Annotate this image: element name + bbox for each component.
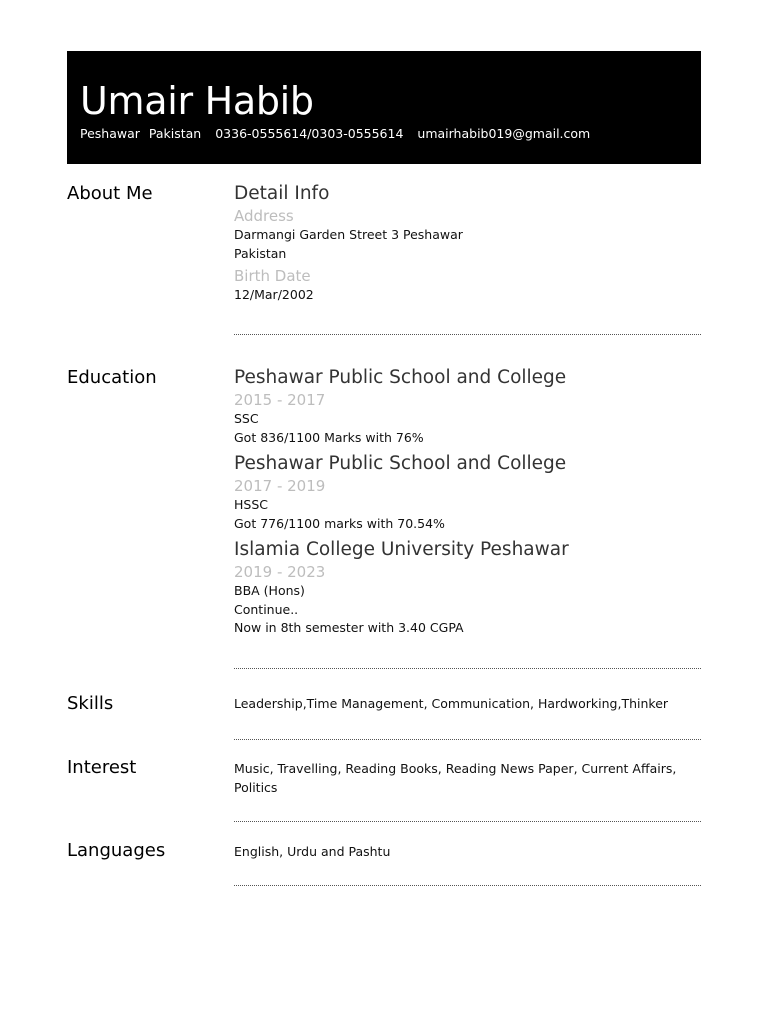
divider [234,334,701,335]
divider [234,885,701,886]
institution-name: Peshawar Public School and College [234,453,567,474]
years: 2017 - 2019 [234,477,326,495]
section-body [234,843,701,862]
address-line: Darmangi Garden Street 3 Peshawar [234,227,463,242]
section-title: Skills [67,693,114,714]
institution-name: Peshawar Public School and College [234,367,567,388]
address-label: Address [234,207,294,225]
result: Now in 8th semester with 3.40 CGPA [234,620,464,635]
birth-date-value: 12/Mar/2002 [234,287,314,302]
divider [234,668,701,669]
degree: HSSC [234,497,268,512]
divider [234,821,701,822]
country: Pakistan [148,126,202,141]
interest-text: Music, Travelling, Reading Books, Reading News Paper, Current Affairs, [234,761,677,776]
section-body [234,760,701,797]
section-body [234,366,701,638]
resume-header [67,51,701,164]
result: Got 836/1100 Marks with 76% [234,429,424,445]
degree: SSC [234,411,259,426]
detail-info-heading: Detail Info [234,183,330,204]
status: Continue.. [234,601,299,617]
section-title: Languages [67,840,166,861]
section-title: About Me [67,183,153,204]
institution-name: Islamia College University Peshawar [234,539,569,560]
address-line: Pakistan [234,245,287,261]
years: 2015 - 2017 [234,391,326,409]
education-entry [234,452,701,533]
section-title: Interest [67,757,137,778]
languages-text: English, Urdu and Pashtu [234,844,391,859]
divider [234,739,701,740]
candidate-name: Umair Habib [80,79,314,123]
section-body [234,695,701,714]
years: 2019 - 2023 [234,563,326,581]
education-entry [234,538,701,638]
interest-text: Politics [234,779,278,795]
birth-date-label: Birth Date [234,267,311,285]
contact-line [80,125,600,143]
phone-number: 0336-0555614/0303-0555614 [215,126,404,141]
skills-text: Leadership,Time Management, Communication, Hardworking,Thinker [234,696,669,711]
city: Peshawar [80,126,140,141]
result: Got 776/1100 marks with 70.54% [234,515,445,531]
email-address: umairhabib019@gmail.com [417,126,591,141]
degree: BBA (Hons) [234,583,305,598]
section-body [234,182,701,305]
education-entry [234,366,701,447]
section-title: Education [67,367,157,388]
